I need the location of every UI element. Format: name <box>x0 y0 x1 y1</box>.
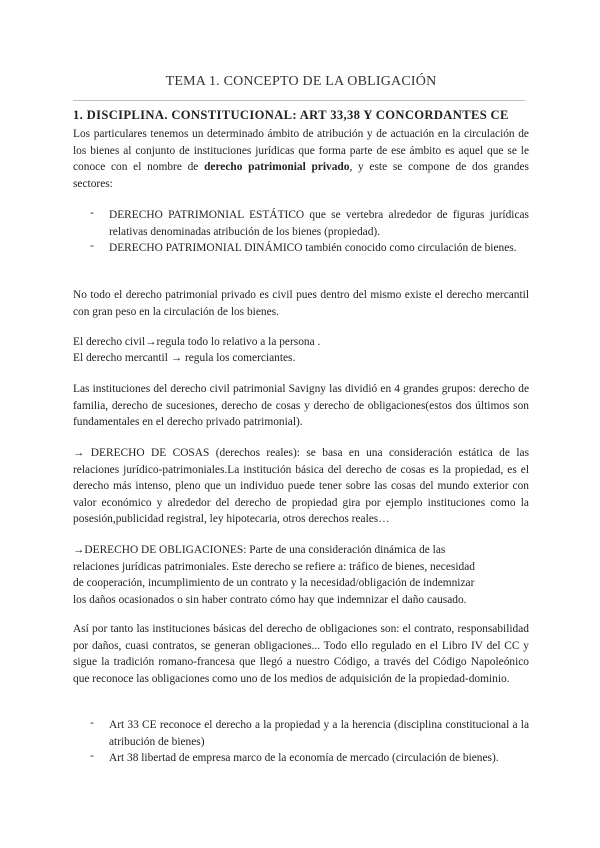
article-item-38: Art 38 libertad de empresa marco de la economía de mercado (circulación de bienes). <box>109 752 499 764</box>
intro-text-end: , y este se compone de dos grandes sectores: <box>73 161 529 190</box>
obligaciones-line: →DERECHO DE OBLIGACIONES: Parte de una consideración dinámica de las <box>73 544 446 556</box>
line-derecho-mercantil: El derecho mercantil → regula los comerciantes. <box>73 352 296 364</box>
article-item-33: Art 33 CE reconoce el derecho a la propiedad y a la herencia (disciplina constitucional a la atribución de bienes) <box>109 719 529 748</box>
obligaciones-line: relaciones jurídicas patrimoniales. Este derecho se refiere a: tráfico de bienes, necesidad <box>73 560 475 573</box>
obligaciones-line: los daños ocasionados o sin haber contrato cómo hay que indemnizar el daño causado. <box>73 593 467 606</box>
sector-item-static: DERECHO PATRIMONIAL ESTÁTICO que se vertebra alrededor de figuras jurídicas relativas denominadas atribución de los bienes (propiedad). <box>109 209 529 238</box>
page-title: TEMA 1. CONCEPTO DE LA OBLIGACIÓN <box>165 74 437 89</box>
article-bullet-1: - <box>90 717 94 729</box>
paragraph-instituciones: Así por tanto las instituciones básicas del derecho de obligaciones son: el contrato, responsabilidad por daños, cuasi contratos, se generan obligaciones... Todo ello regulado en el Libro IV del CC y sigue la tradición romano-francesa que llegó a nuestro Código, a través del Código Napoleónico que reconoce las obligaciones como uno de los medios de adquisición de la propiedad-dominio. <box>73 623 529 685</box>
paragraph-derecho-obligaciones <box>73 542 529 608</box>
title-divider <box>73 100 525 101</box>
section-heading: 1. DISCIPLINA. CONSTITUCIONAL: ART 33,38 Y CONCORDANTES CE <box>73 108 509 122</box>
obligaciones-line: de cooperación, incumplimiento de un contrato y la necesidad/obligación de indemnizar <box>73 577 475 589</box>
sector-bullet-2: - <box>90 240 94 252</box>
sector-bullet-1: - <box>90 207 94 219</box>
paragraph-derecho-cosas: → DERECHO DE COSAS (derechos reales): se basa en una consideración estática de las relaciones jurídico-patrimoniales.La institución básica del derecho de cosas es la propiedad, es el derecho más intenso, pleno que un individuo puede tener sobre las cosas del mundo exterior con valor económico y alrededor del derecho de propiedad gira por ejemplo instituciones como la posesión,publicidad registral, ley hipotecaria, otros derechos reales… <box>73 447 529 525</box>
paragraph-civil-mercantil: No todo el derecho patrimonial privado es civil pues dentro del mismo existe el derecho mercantil con gran peso en la circulación de los bienes. <box>73 289 529 318</box>
paragraph-savigny: Las instituciones del derecho civil patrimonial Savigny las dividió en 4 grandes grupos: derecho de familia, derecho de sucesiones, derecho de cosas y derecho de obligaciones(estos dos últimos son fundamentales en el derecho privado patrimonial). <box>73 383 529 428</box>
intro-paragraph <box>73 126 529 192</box>
intro-bold-term: derecho patrimonial privado <box>204 161 350 173</box>
article-bullet-2: - <box>90 750 94 762</box>
intro-text: Los particulares tenemos un determinado ámbito de atribución y de actuación en la circulación de los bienes al conjunto de instituciones jurídicas que forma parte de ese ámbito es aquel que se le conoce con el nombre de <box>73 128 529 173</box>
sector-item-dynamic: DERECHO PATRIMONIAL DINÁMICO también conocido como circulación de bienes. <box>109 242 517 254</box>
line-derecho-civil: El derecho civil→regula todo lo relativo a la persona . <box>73 336 321 348</box>
